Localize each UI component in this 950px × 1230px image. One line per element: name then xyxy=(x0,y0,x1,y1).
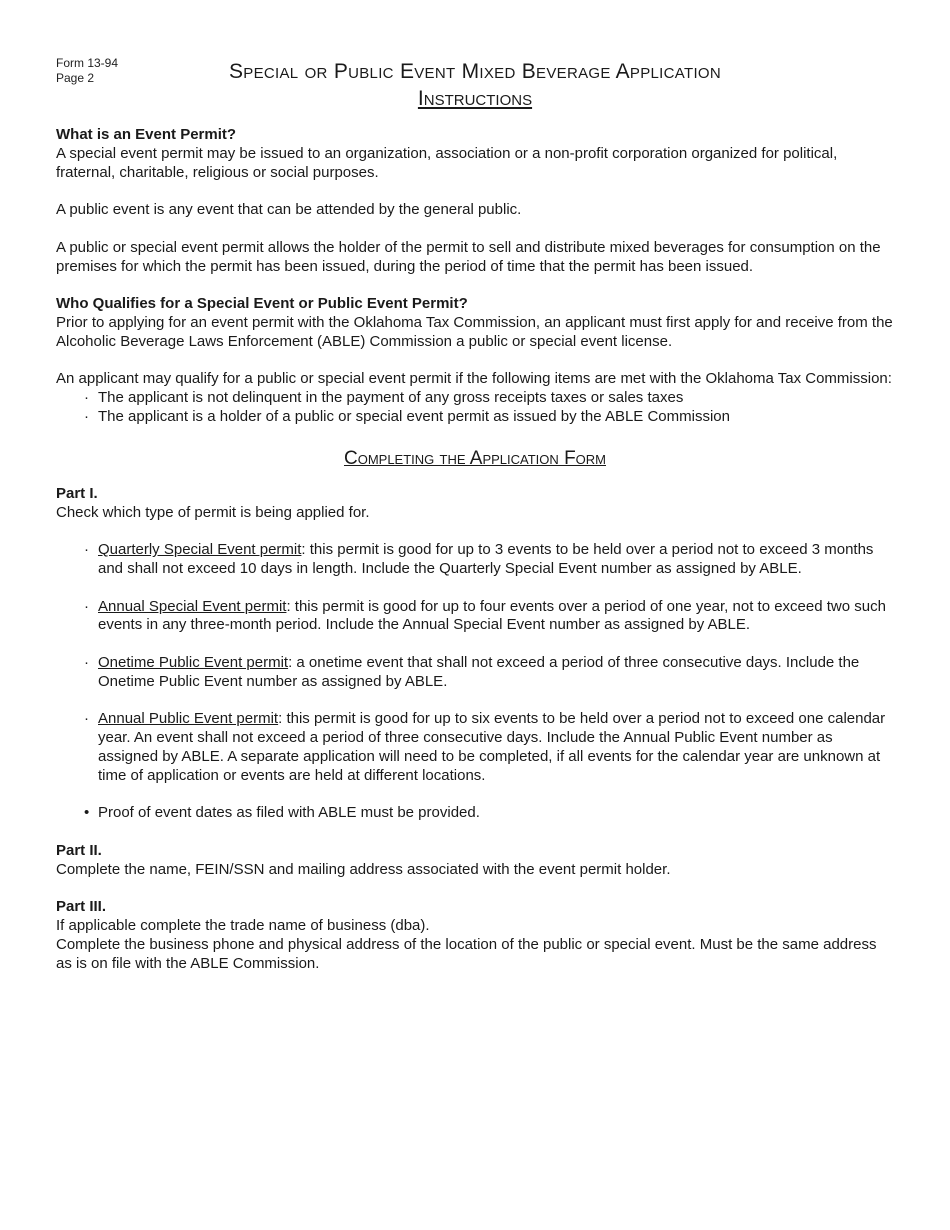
permit-type-list xyxy=(56,541,894,823)
list-item: · The applicant is a holder of a public or special event permit as issued by the ABLE Commission xyxy=(84,407,730,425)
part-3-text-2: Complete the business phone and physical address of the location of the public or special event. Must be the same address as is on file with the ABLE Commission. xyxy=(56,935,877,972)
what-is-paragraph-3: A public or special event permit allows the holder of the permit to sell and distribute mixed beverages for consumption on the premises for which the permit has been issued, during the period of time that the permit has been issued. xyxy=(56,238,881,275)
part-1-intro: Check which type of permit is being applied for. xyxy=(56,503,370,521)
part-1-heading: Part I. xyxy=(56,484,98,502)
what-is-paragraph-1: A special event permit may be issued to an organization, association or a non-profit corporation organized for political, fraternal, charitable, religious or social purposes. xyxy=(56,144,838,181)
document-body xyxy=(56,126,894,973)
part-2-heading: Part II. xyxy=(56,841,102,859)
permit-type-item: · Onetime Public Event permit: a onetime event that shall not exceed a period of three consecutive days. Include the Onetime Public Event number as assigned by ABLE. xyxy=(84,653,860,690)
what-is-heading: What is an Event Permit? xyxy=(56,126,237,143)
completing-section-title: Completing the Application Form xyxy=(343,447,606,469)
what-is-paragraph-2: A public event is any event that can be attended by the general public. xyxy=(56,201,522,219)
form-number: Form 13-94 xyxy=(56,56,119,70)
list-item: · The applicant is not delinquent in the payment of any gross receipts taxes or sales taxes xyxy=(84,389,684,407)
part-3-heading: Part III. xyxy=(56,898,107,916)
permit-type-item: · Annual Public Event permit: this permit is good for up to six events to be held over a period not to exceed one calendar year. An event shall not exceed a period of three consecutive days. Include the Annual Public Event number as assigned by ABLE. A separate application will need to be completed, if all events for the calendar year are unknown at time of application or events are held at different locations. xyxy=(84,710,886,784)
permit-type-item: · Quarterly Special Event permit: this permit is good for up to 3 events to be held over a period not to exceed 3 months and shall not exceed 10 days in length. Include the Quarterly Special Event number as assigned by ABLE. xyxy=(84,541,874,577)
page-number: Page 2 xyxy=(56,71,95,85)
who-qualifies-paragraph-1: Prior to applying for an event permit with the Oklahoma Tax Commission, an applicant must first apply for and receive from the Alcoholic Beverage Laws Enforcement (ABLE) Commission a public or special event license. xyxy=(56,313,893,350)
page-title: Special or Public Event Mixed Beverage Application xyxy=(228,60,722,83)
who-qualifies-paragraph-2: An applicant may qualify for a public or special event permit if the following items are met with the Oklahoma Tax Commission: xyxy=(56,370,892,388)
part-3-text-1: If applicable complete the trade name of business (dba). xyxy=(56,917,430,935)
permit-type-item: · Annual Special Event permit: this permit is good for up to four events over a period of one year, not to exceed two such events in any three-month period. Include the Annual Special Event number as assigned by ABLE. xyxy=(84,597,886,634)
who-qualifies-heading: Who Qualifies for a Special Event or Public Event Permit? xyxy=(56,295,468,313)
page-subtitle: Instructions xyxy=(417,87,533,110)
proof-item: • Proof of event dates as filed with ABLE must be provided. xyxy=(84,804,480,822)
qualification-list xyxy=(56,389,894,427)
title-block xyxy=(0,58,950,112)
part-2-text: Complete the name, FEIN/SSN and mailing address associated with the event permit holder. xyxy=(56,860,671,878)
